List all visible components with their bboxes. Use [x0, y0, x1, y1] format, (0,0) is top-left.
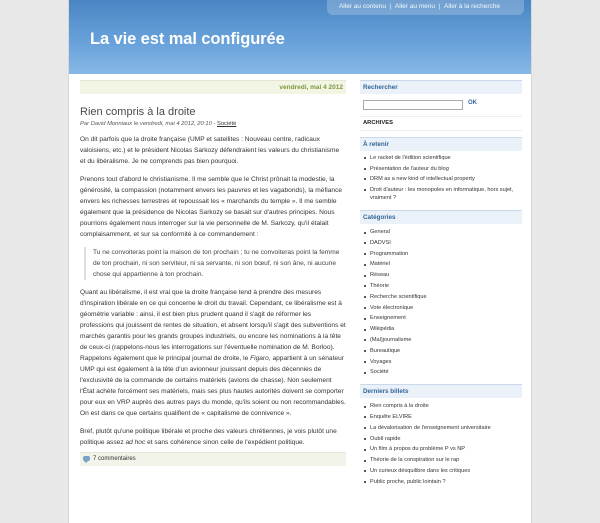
recent-post-item[interactable]: Un curieux désquilibre dans les critiques	[360, 466, 522, 477]
category-item[interactable]: Voyages	[360, 357, 522, 368]
categories-list	[360, 224, 522, 384]
post-paragraph	[80, 426, 346, 448]
separator: |	[438, 3, 441, 10]
recent-post-item[interactable]: La dévalorisation de l'enseignement universitaire	[360, 423, 522, 434]
comments-link[interactable]: 7 commentaires	[93, 456, 136, 462]
recent-posts-box	[360, 384, 522, 493]
search-ok-button[interactable]: OK	[468, 100, 477, 106]
comments-bar	[80, 452, 346, 466]
category-item[interactable]: Société	[360, 367, 522, 378]
page	[69, 0, 531, 523]
search-heading: Rechercher	[360, 81, 522, 94]
skip-to-menu-link[interactable]: Aller au menu	[394, 3, 436, 10]
post-title[interactable]: Rien compris à la droite	[80, 106, 196, 118]
category-item[interactable]: General	[360, 227, 522, 238]
separator: |	[389, 3, 392, 10]
recent-post-item[interactable]: Rien compris à la droite	[360, 401, 522, 412]
recent-post-item[interactable]: Oublí rapide	[360, 434, 522, 445]
post-text: et sans cohérence sinon celle de l'expédient politique.	[145, 439, 305, 446]
post-paragraph: On dit parfois que la droite française (UMP et satellites : Nouveau centre, radicaux valoisiens, etc.) et le président Nicolas Sarkozy défendraient les valeurs du christianisme et du libéralisme. Je ne comprends pas bien pourquoi.	[80, 136, 340, 165]
post-text: , appartient à un sénateur UMP qui est également à la tête d'un avionneur jouissant depuis des décennies de l'exclusivité de la commande de certains matériels (avions de chasse). Non seulement l'État achète forcément ses matériels, mais ses plus hautes autorités doivent se comporter pour eux en VRP auprès des autres pays du monde, qu'ils soient ou non recommandables. On est dans ce que certains qualifient de « capitalisme de connivence ».	[80, 355, 346, 417]
list-item[interactable]: Droit d'auteur : les monopoles en informatique, hors sujet, vraiment ?	[360, 186, 522, 202]
category-item[interactable]: DADVSI	[360, 238, 522, 249]
skip-to-search-link[interactable]: Aller à la recherche	[444, 3, 500, 10]
post-paragraph: Prenons tout d'abord le christianisme. Il me semble que le Christ prônait la modestie, la générosité, la compassion (notamment envers les pauvres et les vagabonds), la méfiance envers les richesses terrestres et repoussait les « marchands du temple ». Il me semble également que la présidence de Nicolas Sarkozy se basait sur d'autres principes. Nous pourrions également nous interroger sur la vie personnelle de M. Sarkozy, qu'il étalait complaisamment, et sur sa conformité à ce commandement :	[80, 176, 343, 238]
blockquote: Tu ne convoiteras point la maison de ton prochain ; tu ne convoiteras point la femme de ton prochain, ni son serviteur, ni sa servante, ni son bœuf, ni son âne, ni aucune chose qui appartienne à ton prochain.	[84, 247, 346, 280]
post-author-date: Par David Monniaux le vendredi, mai 4 2012, 20:10 -	[80, 121, 217, 127]
search-input[interactable]	[363, 100, 463, 110]
recent-post-item[interactable]: Public proche, public lointain ?	[360, 477, 522, 488]
category-item[interactable]: Recherche scientifique	[360, 292, 522, 303]
skip-to-content-link[interactable]: Aller au contenu	[338, 3, 386, 10]
search-box	[360, 80, 522, 110]
category-item[interactable]: Bureautique	[360, 346, 522, 357]
category-item[interactable]: Vote électronique	[360, 303, 522, 314]
category-item[interactable]: Réseau	[360, 270, 522, 281]
post-text: Bref, plutôt qu'une politique libérale et proche des valeurs chrétiennes, je vois plutôt une politique assez	[80, 428, 337, 446]
post-info	[80, 121, 346, 127]
category-item[interactable]: Enseignement	[360, 313, 522, 324]
list-item[interactable]: Présentation de l'auteur du blog	[360, 165, 522, 173]
list-item[interactable]: Le racket de l'édition scientifique	[360, 154, 522, 162]
list-item[interactable]: DRM as a new kind of intellectual property	[360, 175, 522, 183]
post-paragraph	[80, 287, 346, 419]
category-item[interactable]: Matériel	[360, 259, 522, 270]
recent-posts-list	[360, 398, 522, 493]
recent-post-item[interactable]: Enquête ELVIRE	[360, 412, 522, 423]
blog-title[interactable]: La vie est mal configurée	[90, 30, 285, 48]
search-row	[360, 100, 522, 110]
post-date: vendredi, mai 4 2012	[80, 80, 346, 94]
categories-box	[360, 210, 522, 384]
retenir-heading: À retenir	[360, 138, 522, 151]
post-emphasis: Figaro	[250, 355, 269, 362]
categories-heading: Catégories	[360, 211, 522, 224]
comment-bubble-icon	[83, 456, 90, 461]
skip-links	[327, 0, 524, 15]
post-category-link[interactable]: Société	[216, 121, 237, 127]
category-item[interactable]: Théorie	[360, 281, 522, 292]
post-emphasis: ad hoc	[125, 439, 146, 446]
category-item[interactable]: Programmation	[360, 249, 522, 260]
recent-posts-heading: Derniers billets	[360, 385, 522, 398]
retenir-box	[360, 137, 522, 210]
main-content	[80, 80, 346, 466]
header	[69, 0, 531, 74]
archives-link[interactable]: ARCHIVES	[360, 116, 522, 131]
recent-post-item[interactable]: Un film à propos du problème P vs NP	[360, 444, 522, 455]
category-item[interactable]: (Mal)journalisme	[360, 335, 522, 346]
post-text: Quant au libéralisme, il est vrai que la droite française tend à prendre des mesures d'inspiration libérale en ce qui concerne le droit du travail. Cependant, ce libéralisme est à géométrie variable : ainsi, il est bien plus prudent quand il s'agit de réformer les professions qui jouissent de rentes de situation, et absent lorsqu'il s'agit des subventions et marchés garantis pour les grands groupes industriels, ou encore les nominations à la tête de ceux-ci (rappelons-nous les interrogations sur l'éventuelle nomination de M. Borloo). Rappelons également que le principal journal de droite, le	[80, 289, 346, 362]
retenir-list	[360, 151, 522, 210]
recent-post-item[interactable]: Théorie de la conspiration sur le rap	[360, 455, 522, 466]
sidebar	[360, 80, 522, 494]
category-item[interactable]: Wikipédia	[360, 324, 522, 335]
